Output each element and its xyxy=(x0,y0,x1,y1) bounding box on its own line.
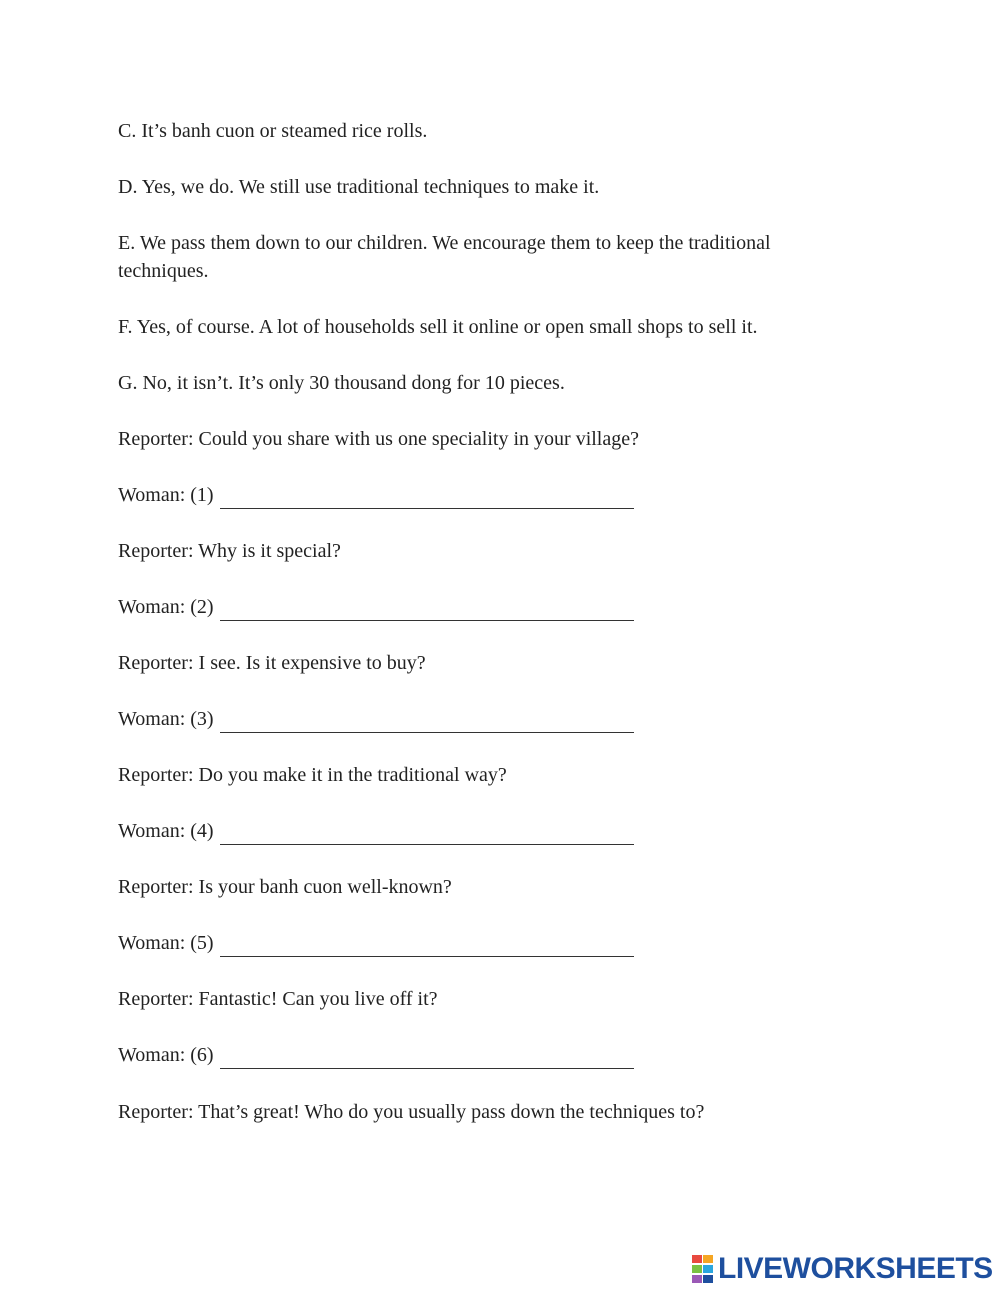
woman-line-1 xyxy=(118,481,634,509)
option-d: D. Yes, we do. We still use traditional techniques to make it. xyxy=(118,176,600,198)
option-f: F. Yes, of course. A lot of households sell it online or open small shops to sell it. xyxy=(118,316,758,338)
reporter-line-5: Reporter: Is your banh cuon well-known? xyxy=(118,876,452,898)
woman-label-6: Woman: (6) xyxy=(118,1044,214,1066)
woman-line-3 xyxy=(118,705,634,733)
reporter-line-3: Reporter: I see. Is it expensive to buy? xyxy=(118,652,426,674)
woman-line-4 xyxy=(118,817,634,845)
liveworksheets-branding xyxy=(692,1252,993,1286)
reporter-line-4: Reporter: Do you make it in the traditional way? xyxy=(118,764,507,786)
liveworksheets-wordmark: LIVEWORKSHEETS xyxy=(718,1252,993,1285)
woman-label-5: Woman: (5) xyxy=(118,932,214,954)
answer-input-4[interactable] xyxy=(220,820,634,845)
answer-input-6[interactable] xyxy=(220,1044,634,1069)
option-g: G. No, it isn’t. It’s only 30 thousand dong for 10 pieces. xyxy=(118,372,565,394)
reporter-line-1: Reporter: Could you share with us one speciality in your village? xyxy=(118,428,639,450)
reporter-line-6: Reporter: Fantastic! Can you live off it? xyxy=(118,988,438,1010)
woman-label-1: Woman: (1) xyxy=(118,484,214,506)
woman-label-3: Woman: (3) xyxy=(118,708,214,730)
answer-input-2[interactable] xyxy=(220,596,634,621)
reporter-line-final: Reporter: That’s great! Who do you usually pass down the techniques to? xyxy=(118,1101,705,1123)
answer-input-5[interactable] xyxy=(220,932,634,957)
answer-input-3[interactable] xyxy=(220,708,634,733)
liveworksheets-logo-icon xyxy=(692,1255,714,1283)
woman-line-2 xyxy=(118,593,634,621)
woman-line-5 xyxy=(118,929,634,957)
woman-label-4: Woman: (4) xyxy=(118,820,214,842)
reporter-line-2: Reporter: Why is it special? xyxy=(118,540,341,562)
answer-input-1[interactable] xyxy=(220,484,634,509)
option-e: E. We pass them down to our children. We encourage them to keep the traditional techniques. xyxy=(118,232,771,282)
option-c: C. It’s banh cuon or steamed rice rolls. xyxy=(118,120,428,142)
woman-label-2: Woman: (2) xyxy=(118,596,214,618)
woman-line-6 xyxy=(118,1041,634,1069)
